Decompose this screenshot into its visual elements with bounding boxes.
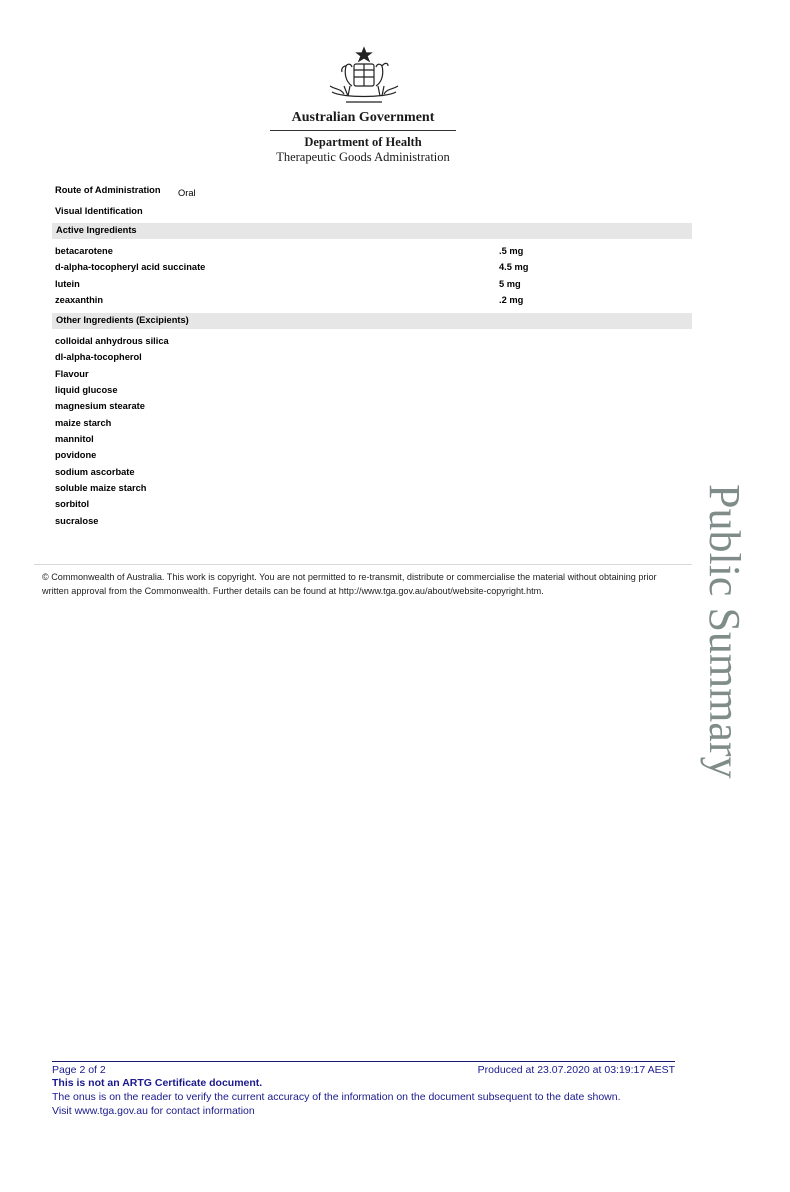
excipient-item: sodium ascorbate <box>55 467 135 477</box>
active-ingredients-heading: Active Ingredients <box>56 225 137 235</box>
government-name: Australian Government <box>291 110 435 125</box>
other-ingredients-heading: Other Ingredients (Excipients) <box>56 315 189 325</box>
active-ingredients-header <box>52 223 692 239</box>
copyright-notice <box>42 571 692 598</box>
excipient-item: soluble maize starch <box>55 483 147 493</box>
watermark-text: Public Summary <box>700 484 749 779</box>
active-ingredient-name: d-alpha-tocopheryl acid succinate <box>55 262 206 272</box>
copyright-line: written approval from the Commonwealth. Further details can be found at http://www.tga.gov.au/about/website-copyright.htm. <box>42 585 544 596</box>
certificate-notice: This is not an ARTG Certificate document. <box>52 1077 263 1089</box>
accuracy-notice: The onus is on the reader to verify the current accuracy of the information on the document subsequent to the date shown. <box>52 1091 621 1103</box>
active-ingredient-name: zeaxanthin <box>55 295 104 305</box>
department-name: Department of Health <box>304 135 422 149</box>
contact-notice: Visit www.tga.gov.au for contact information <box>52 1105 255 1117</box>
coat-of-arms-logo <box>326 46 402 108</box>
excipient-item: dl-alpha-tocopherol <box>55 352 142 362</box>
active-ingredient-quantity: .2 mg <box>499 295 524 305</box>
excipient-item: sucralose <box>55 516 99 526</box>
excipient-item: povidone <box>55 450 97 460</box>
excipient-item: magnesium stearate <box>55 401 145 411</box>
active-ingredient-quantity: 4.5 mg <box>499 262 529 272</box>
excipient-item: colloidal anhydrous silica <box>55 336 169 346</box>
route-value: Oral <box>178 188 196 198</box>
excipient-item: liquid glucose <box>55 385 118 395</box>
excipient-item: sorbitol <box>55 499 90 509</box>
other-ingredients-header <box>52 313 692 329</box>
excipient-item: mannitol <box>55 434 94 444</box>
copyright-line: © Commonwealth of Australia. This work is copyright. You are not permitted to re-transmit, distribute or commercialise the material without obtaining prior <box>42 572 657 582</box>
route-label: Route of Administration <box>55 185 161 195</box>
copyright-divider <box>34 564 692 565</box>
footer-divider <box>52 1061 675 1062</box>
agency-name: Therapeutic Goods Administration <box>276 150 450 164</box>
active-ingredient-name: betacarotene <box>55 246 113 256</box>
excipient-item: Flavour <box>55 369 89 379</box>
active-ingredient-name: lutein <box>55 279 80 289</box>
visual-identification-label: Visual Identification <box>55 206 143 216</box>
header-divider <box>270 130 456 131</box>
excipient-item: maize starch <box>55 418 112 428</box>
produced-timestamp: Produced at 23.07.2020 at 03:19:17 AEST <box>477 1064 675 1076</box>
page-number: Page 2 of 2 <box>52 1064 106 1076</box>
active-ingredient-quantity: 5 mg <box>499 279 521 289</box>
active-ingredient-quantity: .5 mg <box>499 246 524 256</box>
